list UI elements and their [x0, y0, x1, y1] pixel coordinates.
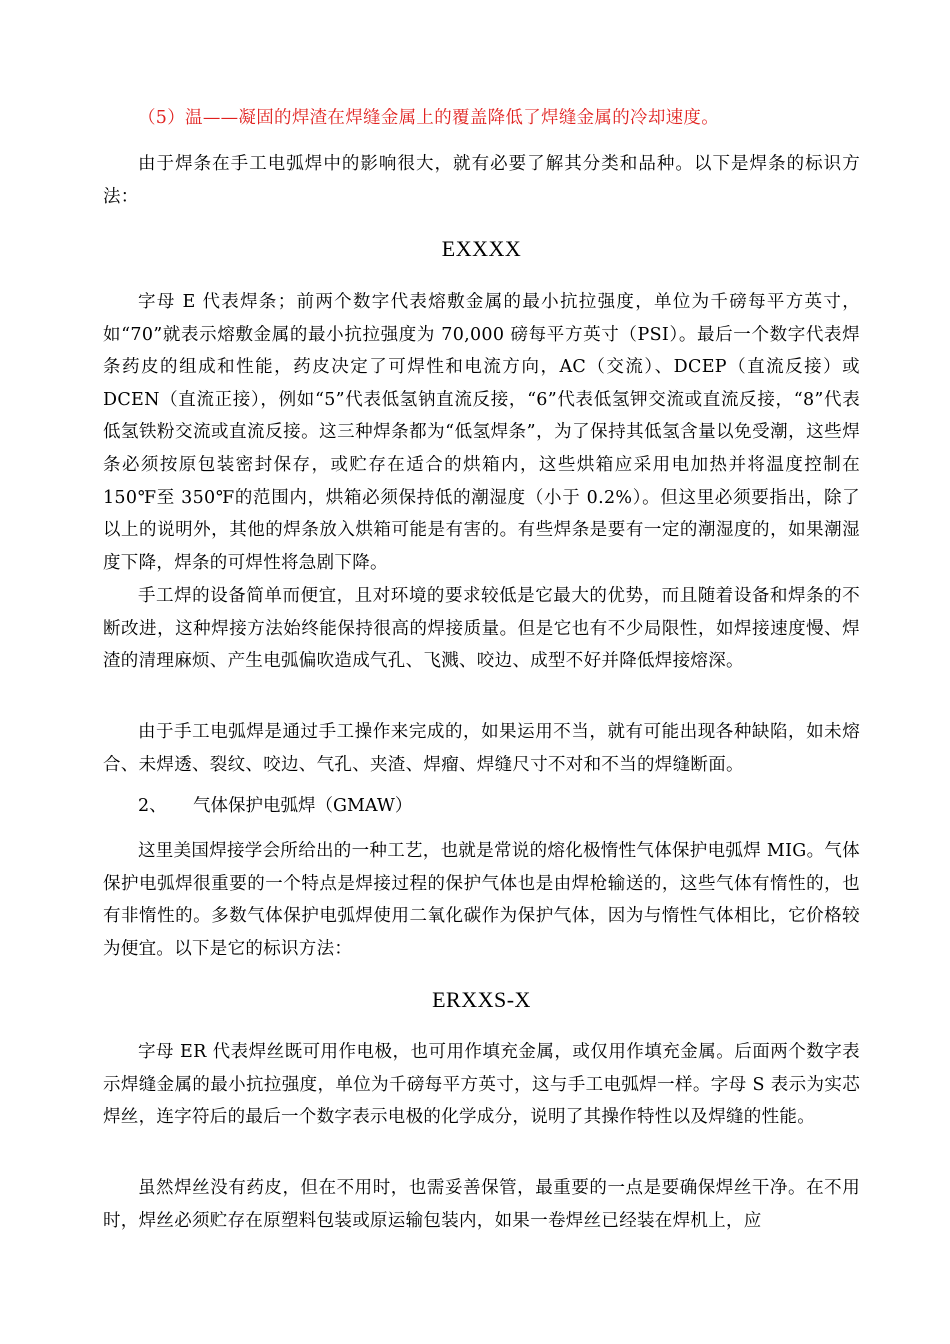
section-heading-gmaw: [138, 790, 412, 823]
section-title: 气体保护电弧焊（GMAW）: [193, 796, 413, 816]
paragraph-wire-storage: 虽然焊丝没有药皮，但在不用时，也需妥善保管，最重要的一点是要确保焊丝干净。在不用时，焊丝必须贮存在原塑料包装或原运输包装内，如果一卷焊丝已经装在焊机上，应: [103, 1178, 860, 1231]
paragraph-manual-welding-advantages: 手工焊的设备简单而便宜，且对环境的要求较低是它最大的优势，而且随着设备和焊条的不断改进，这种焊接方法始终能保持很高的焊接质量。但是它也有不少局限性，如焊接速度慢、焊渣的清理麻烦、产生电弧偏吹造成气孔、飞溅、咬边、成型不好并降低焊接熔深。: [103, 586, 860, 672]
paragraph-gmaw-intro: 这里美国焊接学会所给出的一种工艺，也就是常说的熔化极惰性气体保护电弧焊 MIG。气体保护电弧焊很重要的一个特点是焊接过程的保护气体也是由焊枪输送的，这些气体有惰性的，也有非惰性的。多数气体保护电弧焊使用二氧化碳作为保护气体，因为与惰性气体相比，它价格较为便宜。以下是它的标识方法：: [103, 841, 860, 959]
paragraph-electrode-intro: 由于焊条在手工电弧焊中的影响很大，就有必要了解其分类和品种。以下是焊条的标识方法：: [103, 154, 860, 207]
paragraph-wire-classification: 字母 ER 代表焊丝既可用作电极，也可用作填充金属，或仅用作填充金属。后面两个数字表示焊缝金属的最小抗拉强度，单位为千磅每平方英寸，这与手工电弧焊一样。字母 S 表示为实芯焊丝，连字符后的最后一个数字表示电极的化学成分，说明了其操作特性以及焊缝的性能。: [103, 1042, 860, 1128]
paragraph-electrode-classification: 字母 E 代表焊条；前两个数字代表熔敷金属的最小抗拉强度，单位为千磅每平方英寸，如“70”就表示熔敷金属的最小抗拉强度为 70,000 磅每平方英寸（PSI）。最后一个数字代表焊条药皮的组成和性能，药皮决定了可焊性和电流方向，AC（交流）、DCEP（直流反接）或 DCEN（直流正接），例如“5”代表低氢钠直流反接，“6”代表低氢钾交流或直流反接，“8”代表低氢铁粉交流或直流反接。这三种焊条都为“低氢焊条”，为了保持其低氢含量以免受潮，这些焊条必须按原包装密封保存，或贮存在适合的烘箱内，这些烘箱应采用电加热并将温度控制在 150℉至 350℉的范围内，烘箱必须保持低的潮湿度（小于 0.2%）。但这里必须要指出，除了以上的说明外，其他的焊条放入烘箱可能是有害的。有些焊条是要有一定的潮湿度的，如果潮湿度下降，焊条的可焊性将急剧下降。: [103, 292, 860, 573]
code-erxxs-x: ERXXS-X: [432, 987, 531, 1012]
section-number: 2、: [138, 796, 167, 816]
code-exxxx: EXXXX: [441, 236, 522, 261]
paragraph-manual-welding-defects: 由于手工电弧焊是通过手工操作来完成的，如果运用不当，就有可能出现各种缺陷，如未熔合、未焊透、裂纹、咬边、气孔、夹渣、焊瘤、焊缝尺寸不对和不当的焊缝断面。: [103, 722, 860, 775]
paragraph-item-5-red: （5）温——凝固的焊渣在焊缝金属上的覆盖降低了焊缝金属的冷却速度。: [138, 108, 720, 128]
